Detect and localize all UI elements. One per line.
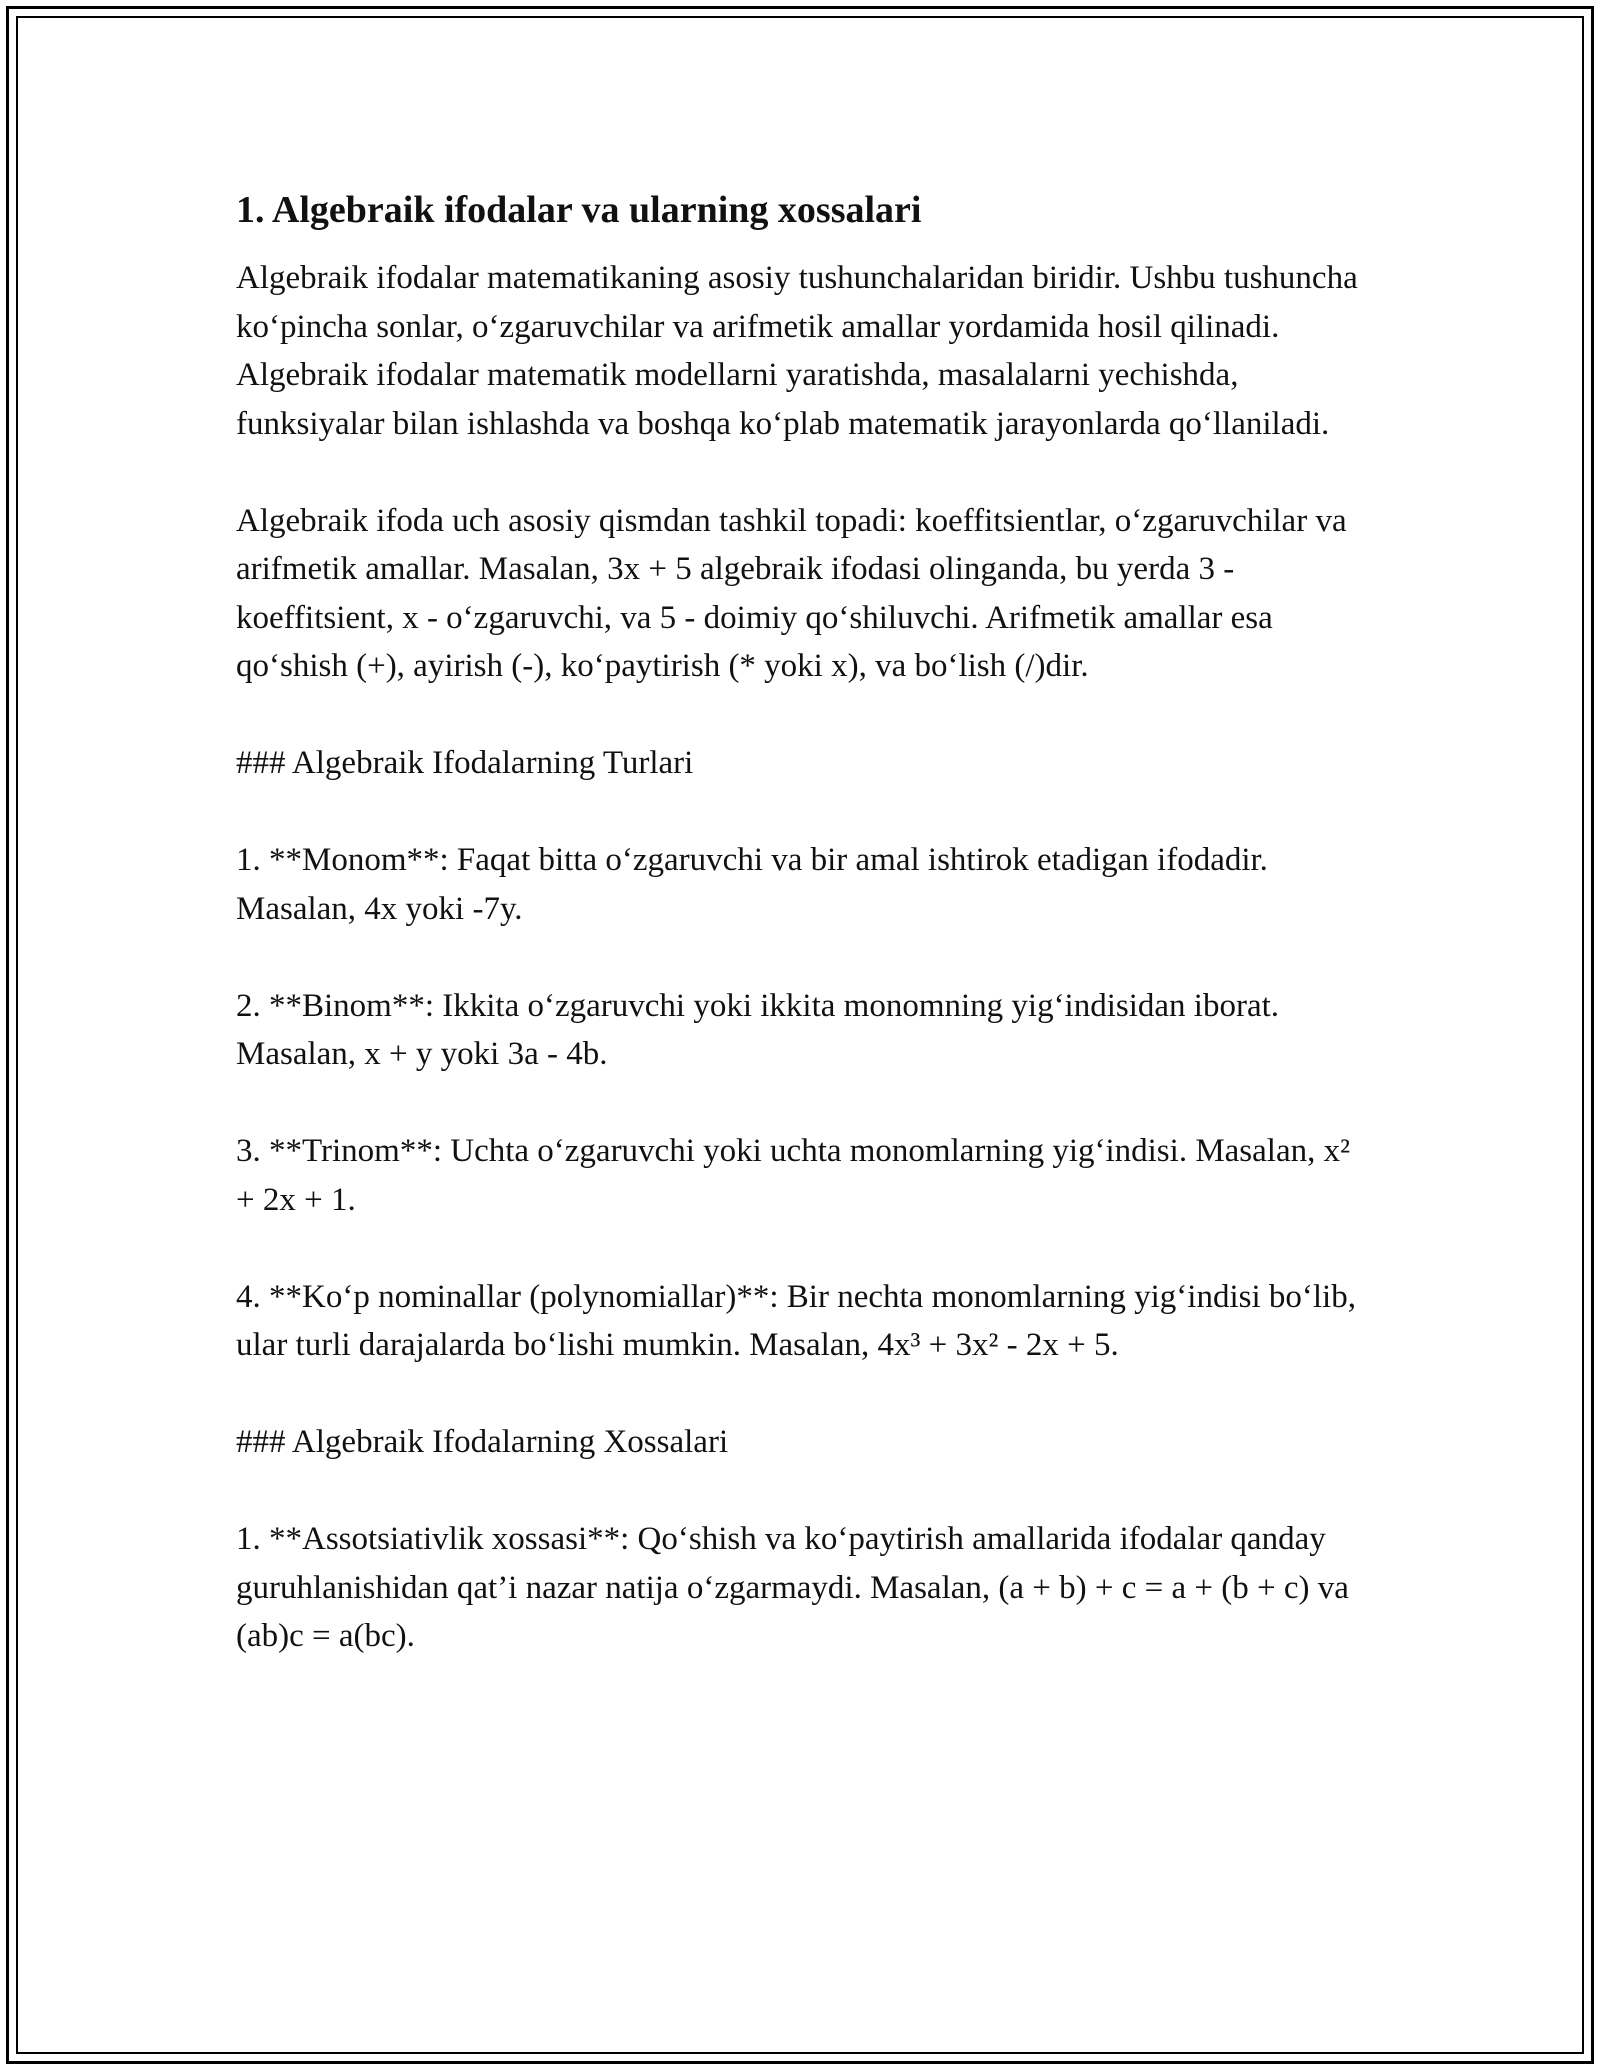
list-item-associativity: 1. **Assotsiativlik xossasi**: Qo‘shish va ko‘paytirish amallarida ifodalar qanday guruhlanishidan qat’i nazar natija o‘zgarmaydi. Masalan, (a + b) + c = a + (b + c) va (ab)c = a(bc). bbox=[236, 1521, 1349, 1654]
list-item-trinom: 3. **Trinom**: Uchta o‘zgaruvchi yoki uchta monomlarning yig‘indisi. Masalan, x² + 2x + 1. bbox=[236, 1133, 1351, 1218]
paragraph-intro: Algebraik ifodalar matematikaning asosiy tushunchalaridan biridir. Ushbu tushuncha ko‘pincha sonlar, o‘zgaruvchilar va arifmetik amallar yordamida hosil qilinadi. Algebraik ifodalar matematik modellarni yaratishda, masalalarni yechishda, funksiyalar bilan ishlashda va boshqa ko‘plab matematik jarayonlarda qo‘llaniladi. bbox=[236, 260, 1358, 442]
subheading-properties: ### Algebraik Ifodalarning Xossalari bbox=[236, 1424, 729, 1460]
section-title: 1. Algebraik ifodalar va ularning xossalari bbox=[236, 189, 922, 231]
list-item-polynomial: 4. **Ko‘p nominallar (polynomiallar)**: Bir nechta monomlarning yig‘indisi bo‘lib, ular turli darajalarda bo‘lishi mumkin. Masalan, 4x³ + 3x² - 2x + 5. bbox=[236, 1278, 1356, 1363]
list-item-binom: 2. **Binom**: Ikkita o‘zgaruvchi yoki ikkita monomning yig‘indisidan iborat. Masalan, x + y yoki 3a - 4b. bbox=[236, 987, 1280, 1072]
paragraph-components: Algebraik ifoda uch asosiy qismdan tashkil topadi: koeffitsientlar, o‘zgaruvchilar va arifmetik amallar. Masalan, 3x + 5 algebraik ifodasi olinganda, bu yerda 3 - koeffitsient, x - o‘zgaruvchi, va 5 - doimiy qo‘shiluvchi. Arifmetik amallar esa qo‘shish (+), ayirish (-), ko‘paytirish (* yoki x), va bo‘lish (/)dir. bbox=[236, 502, 1347, 684]
list-item-monom: 1. **Monom**: Faqat bitta o‘zgaruvchi va bir amal ishtirok etadigan ifodadir. Masalan, 4x yoki -7y. bbox=[236, 842, 1268, 927]
subheading-types: ### Algebraik Ifodalarning Turlari bbox=[236, 745, 694, 781]
document-body bbox=[236, 186, 1366, 1709]
